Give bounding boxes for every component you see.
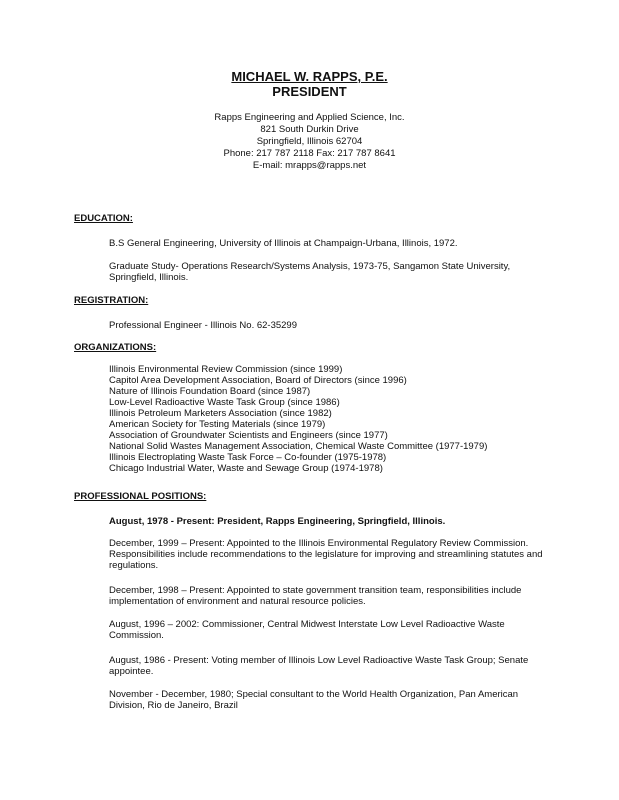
list-item: Capitol Area Development Association, Board of Directors (since 1996) (109, 375, 407, 386)
position-item: August, 1996 – 2002: Commissioner, Central Midwest Interstate Low Level Radioactive Waste Commission. (109, 619, 505, 641)
person-name: MICHAEL W. RAPPS, P.E. (231, 69, 388, 84)
position-item: August, 1986 - Present: Voting member of Illinois Low Level Radioactive Waste Task Group; Senate appointee. (109, 655, 529, 677)
list-item: National Solid Wastes Management Association, Chemical Waste Committee (1977-1979) (109, 441, 488, 452)
positions-heading: PROFESSIONAL POSITIONS: (74, 491, 207, 502)
current-position: August, 1978 - Present: President, Rapps Engineering, Springfield, Illinois. (109, 516, 446, 527)
education-heading: EDUCATION: (74, 213, 133, 224)
list-item: Nature of Illinois Foundation Board (since 1987) (109, 386, 311, 397)
position-item: December, 1998 – Present: Appointed to state government transition team, responsibilities include implementation of environment and natural resource policies. (109, 585, 522, 607)
list-item: Illinois Petroleum Marketers Association (since 1982) (109, 408, 332, 419)
address-line-2: Springfield, Illinois 62704 (256, 136, 363, 147)
contact-block (0, 112, 619, 172)
registration-text: Professional Engineer - Illinois No. 62-35299 (109, 320, 297, 331)
organizations-list (109, 364, 487, 474)
registration-heading: REGISTRATION: (74, 295, 149, 306)
company-name: Rapps Engineering and Applied Science, Inc. (214, 112, 405, 123)
list-item: Low-Level Radioactive Waste Task Group (since 1986) (109, 397, 340, 408)
education-degree: B.S General Engineering, University of Illinois at Champaign-Urbana, Illinois, 1972. (109, 238, 458, 249)
list-item: Association of Groundwater Scientists and Engineers (since 1977) (109, 430, 388, 441)
position-item: November - December, 1980; Special consultant to the World Health Organization, Pan American Division, Rio de Janeiro, Brazil (109, 689, 519, 711)
education-graduate: Graduate Study- Operations Research/Systems Analysis, 1973-75, Sangamon State University, Springfield, Illinois. (109, 261, 511, 283)
list-item: American Society for Testing Materials (since 1979) (109, 419, 326, 430)
email: E-mail: mrapps@rapps.net (252, 160, 367, 171)
position-item: December, 1999 – Present: Appointed to the Illinois Environmental Regulatory Review Commission. Responsibilities include recommendations to the legislature for improving and streamlining statutes and regulations. (109, 538, 543, 571)
person-title: PRESIDENT (272, 84, 347, 99)
phone-fax: Phone: 217 787 2118 Fax: 217 787 8641 (223, 148, 396, 159)
organizations-heading: ORGANIZATIONS: (74, 342, 157, 353)
list-item: Chicago Industrial Water, Waste and Sewage Group (1974-1978) (109, 463, 383, 474)
list-item: Illinois Environmental Review Commission (since 1999) (109, 364, 343, 375)
list-item: Illinois Electroplating Waste Task Force – Co-founder (1975-1978) (109, 452, 387, 463)
address-line-1: 821 South Durkin Drive (260, 124, 359, 135)
